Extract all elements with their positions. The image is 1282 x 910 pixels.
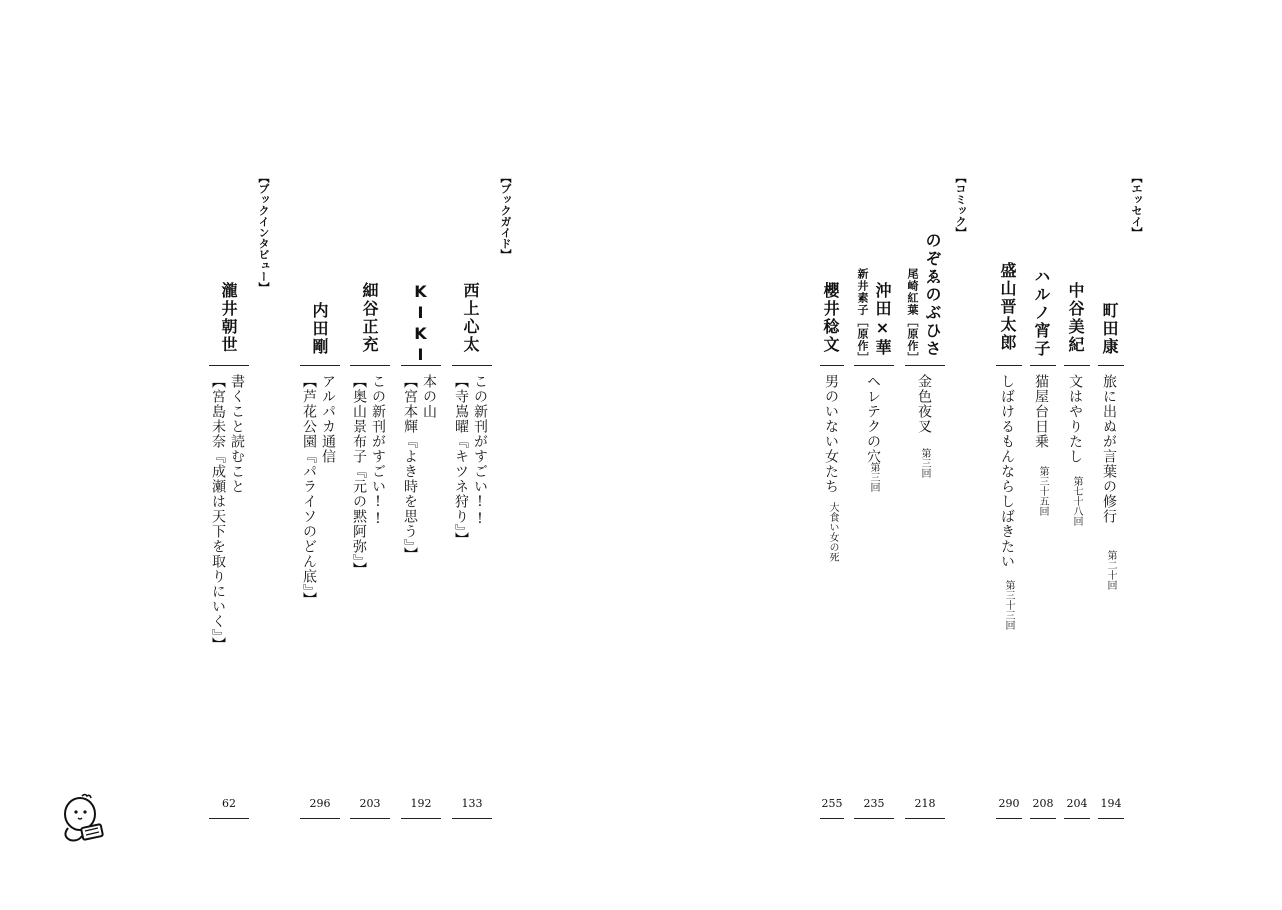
guide-feature[interactable]: 本の山 [421,374,437,419]
divider [300,365,340,366]
interview-feature[interactable]: 書くこと読むこと [229,374,245,494]
guide-feature[interactable]: アルパカ通信 [320,374,336,464]
divider [854,818,894,819]
page-number: 194 [1100,797,1122,810]
essay-author: ハルノ宵子 [1032,268,1051,358]
divider [1098,818,1124,819]
section-header-book-guide: 【ブックガイド】 [499,172,512,260]
comic-author: 櫻井稔文 [821,282,840,354]
comic-author: のぞゑのぶひさ [923,232,942,358]
page-number: 290 [998,797,1020,810]
essay-title[interactable]: しばけるもんならしばきたい [999,374,1015,569]
divider [854,365,894,366]
comic-episode: 第三回 [919,448,930,478]
section-header-essay: 【エッセイ】 [1130,172,1143,238]
section-header-comic: 【コミック】 [954,172,967,238]
guide-author: 細谷正充 [360,282,379,354]
divider [401,818,441,819]
divider [350,818,390,819]
guide-author: 内田剛 [310,302,329,356]
essay-author: 町田康 [1100,302,1119,356]
divider [996,365,1022,366]
divider [820,365,844,366]
page-number: 208 [1032,797,1054,810]
divider [905,365,945,366]
essay-episode: 第三十三回 [1003,580,1014,630]
divider [350,365,390,366]
guide-author: 西上心太 [461,282,480,354]
page-number: 204 [1066,797,1088,810]
essay-episode: 第三十五回 [1037,466,1048,516]
page-number: 235 [863,797,885,810]
essay-title[interactable]: 旅に出ぬが言葉の修行 [1101,374,1117,524]
interview-author: 瀧井朝世 [219,282,238,354]
divider [1064,818,1090,819]
comic-author: 沖田×華 [873,282,892,357]
guide-book[interactable]: 【宮本輝『よき時を思う』】 [402,374,418,562]
divider [1030,365,1056,366]
divider [820,818,844,819]
essay-title[interactable]: 猫屋台日乗 [1033,374,1049,449]
comic-episode: 大食い女の死 [827,502,838,562]
divider [209,365,249,366]
essay-episode: 第七十八回 [1071,476,1082,526]
divider [209,818,249,819]
page-number: 296 [309,797,331,810]
comic-episode: 第三回 [868,462,879,492]
divider [401,365,441,366]
guide-book[interactable]: 【寺嶌曜『キツネ狩り』】 [453,374,469,547]
essay-author: 中谷美紀 [1066,282,1085,354]
essay-author: 盛山晋太郎 [998,262,1017,352]
comic-title[interactable]: ヘレテクの穴 [865,374,881,464]
page-number: 62 [222,797,236,810]
divider [1030,818,1056,819]
guide-book[interactable]: 【芦花公園『パライソのどん底』】 [301,374,317,607]
divider [300,818,340,819]
divider [452,365,492,366]
comic-title[interactable]: 金色夜叉 [916,374,932,434]
section-header-book-interview: 【ブックインタビュー】 [257,172,270,293]
divider [1098,365,1124,366]
comic-original-author: 新井素子［原作］ [856,268,869,364]
guide-author: KIKI [411,282,430,366]
divider [1064,365,1090,366]
page-number: 192 [410,797,432,810]
bird-mascot-reading-icon [60,792,108,844]
comic-title[interactable]: 男のいない女たち [823,374,839,494]
comic-original-author: 尾崎紅葉［原作］ [906,268,919,364]
essay-episode: 第二十回 [1105,550,1116,590]
guide-feature[interactable]: この新刊がすごい!! [370,374,386,528]
divider [996,818,1022,819]
page-number: 255 [821,797,843,810]
divider [905,818,945,819]
page-number: 203 [359,797,381,810]
guide-book[interactable]: 【奥山景布子『元の黙阿弥』】 [351,374,367,577]
divider [452,818,492,819]
interview-book[interactable]: 【宮島未奈『成瀬は天下を取りにいく』】 [210,374,226,652]
guide-feature[interactable]: この新刊がすごい!! [472,374,488,528]
page-number: 133 [461,797,483,810]
page-number: 218 [914,797,936,810]
essay-title[interactable]: 文はやりたし [1067,374,1083,464]
